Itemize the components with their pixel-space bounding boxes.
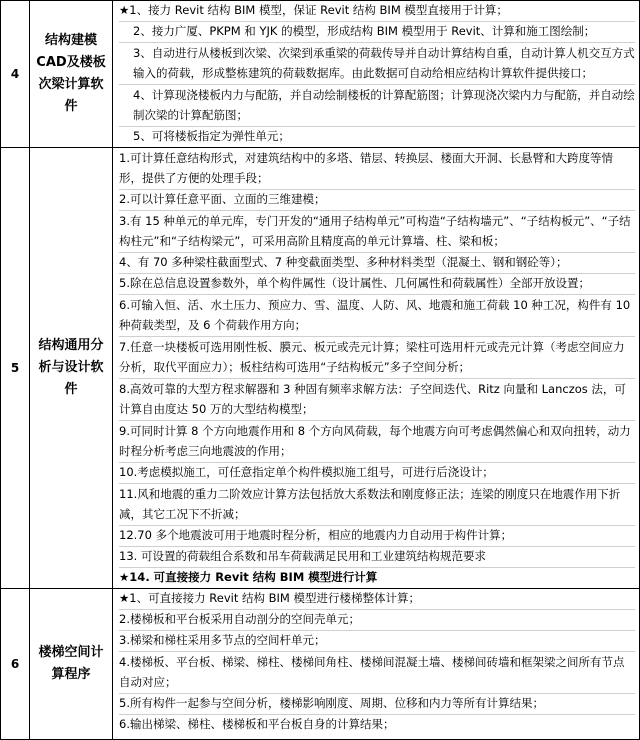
list-item: 3、自动进行从楼板到次梁、次梁到承重梁的荷载传导并自动计算结构自重，自动计算人机交互方式输入的荷载，形成整栋建筑的荷载数据库。由此数据可自动给相应结构计算软件提供接口； xyxy=(119,43,635,85)
row-number: 5 xyxy=(1,148,30,589)
list-item: 5.除在总信息设置参数外，单个构件属性（设计属性、几何属性和荷载属性）全部开放设置； xyxy=(119,274,635,295)
list-item: 2.可以计算任意平面、立面的三维建模； xyxy=(119,190,635,211)
feature-list xyxy=(113,589,640,740)
list-item: 5.所有构件一起参与空间分析，楼梯影响刚度、周期、位移和内力等所有计算结果； xyxy=(119,694,635,715)
feature-list xyxy=(113,148,640,589)
table-row xyxy=(1,148,640,589)
list-item: 4.楼梯板、平台板、梯梁、梯柱、楼梯间角柱、楼梯间混凝土墙、楼梯间砖墙和框架梁之间所有节点自动对应； xyxy=(119,652,635,694)
list-item: 11.风和地震的重力二阶效应计算方法包括放大系数法和刚度修正法；连梁的刚度只在地震作用下折减，其它工况下不折减； xyxy=(119,484,635,526)
list-item: ★1、可直接接力 Revit 结构 BIM 模型进行楼梯整体计算； xyxy=(119,589,635,610)
list-item: 5、可将楼板指定为弹性单元； xyxy=(133,129,290,143)
list-item: 9.可同时计算 8 个方向地震作用和 8 个方向风荷载，每个地震方向可考虑偶然偏心和双向扭转，动力时程分析考虑三向地震波的作用； xyxy=(119,421,635,463)
list-item: 12.70 多个地震波可用于地震时程分析，相应的地震内力自动用于构件计算； xyxy=(119,526,635,547)
list-item: 6.可输入恒、活、水土压力、预应力、雪、温度、人防、风、地震和施工荷载 10 种工况，构件有 10 种荷载类型，及 6 个荷载作用方向； xyxy=(119,295,635,337)
row-number: 4 xyxy=(1,1,30,148)
list-item: 7.任意一块楼板可选用刚性板、膜元、板元或壳元计算；梁柱可选用杆元或壳元计算（考虑空间应力分析，取代平面应力）；板柱结构可选用“子结构板元”多子空间分析； xyxy=(119,337,635,379)
list-item: 13. 可设置的荷载组合系数和吊车荷载满足民用和工业建筑结构规范要求 xyxy=(119,547,635,568)
list-item: 4、有 70 多种梁柱截面型式、7 种变截面类型、多种材料类型（混凝土、钢和钢砼等）； xyxy=(119,253,635,274)
feature-list xyxy=(113,1,640,148)
software-name: 结构建模CAD及楼板次梁计算软件 xyxy=(30,1,113,148)
list-item: 6.输出梯梁、梯柱、楼梯板和平台板自身的计算结果； xyxy=(119,717,395,731)
list-item: 4、计算现浇楼板内力与配筋，并自动绘制楼板的计算配筋图；计算现浇次梁内力与配筋，并自动绘制次梁的计算配筋图； xyxy=(119,85,635,127)
row-number: 6 xyxy=(1,589,30,740)
software-name: 结构通用分析与设计软件 xyxy=(30,148,113,589)
table-row xyxy=(1,1,640,148)
list-item: 1.可计算任意结构形式，对建筑结构中的多塔、错层、转换层、楼面大开洞、长悬臂和大跨度等情形，提供了方便的处理手段； xyxy=(119,148,635,190)
table-row xyxy=(1,589,640,740)
list-item: 2、接力广厦、PKPM 和 YJK 的模型，形成结构 BIM 模型用于 Revit、计算和施工图绘制； xyxy=(119,22,635,43)
list-item: 8.高效可靠的大型方程求解器和 3 种固有频率求解方法：子空间迭代、Ritz 向量和 Lanczos 法，可计算自由度达 50 万的大型结构模型； xyxy=(119,379,635,421)
software-name: 楼梯空间计算程序 xyxy=(30,589,113,740)
list-item: 3.有 15 种单元的单元库，专门开发的“通用子结构单元”可构造“子结构墙元”、“子结构板元”、“子结构柱元”和“子结构梁元”，可采用高阶且精度高的单元计算墙、柱、梁和板； xyxy=(119,211,635,253)
list-item: 10.考虑模拟施工，可任意指定单个构件模拟施工组号，可进行后浇设计； xyxy=(119,463,635,484)
list-item: ★14. 可直接接力 Revit 结构 BIM 模型进行计算 xyxy=(119,570,378,584)
list-item: 3.梯梁和梯柱采用多节点的空间杆单元； xyxy=(119,631,635,652)
list-item: 2.楼梯板和平台板采用自动剖分的空间壳单元； xyxy=(119,610,635,631)
list-item: ★1、接力 Revit 结构 BIM 模型，保证 Revit 结构 BIM 模型直接用于计算； xyxy=(119,1,635,22)
